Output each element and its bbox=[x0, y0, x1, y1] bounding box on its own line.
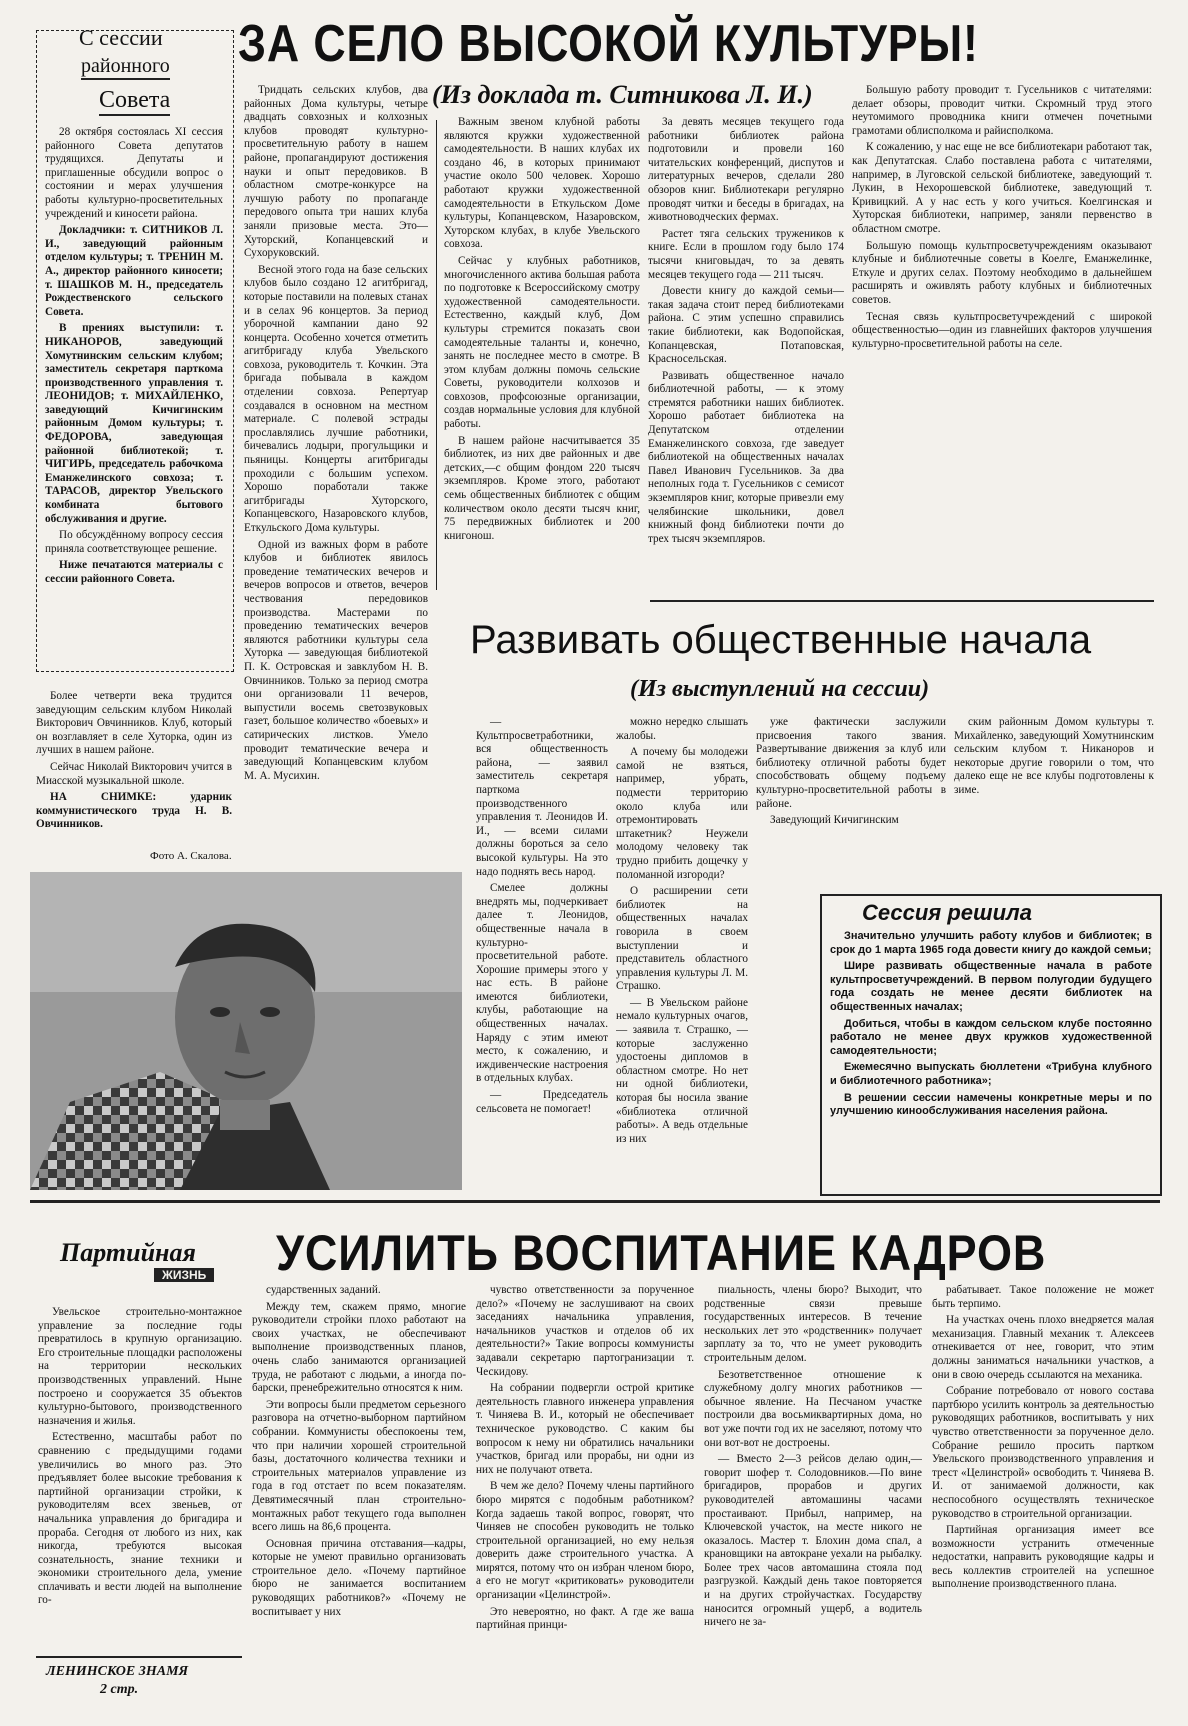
session-paragraph: Докладчики: т. СИТНИКОВ Л. И., заведующий районным отделом культуры; т. ТРЕНИН М. А., директор районного киносети; т. ШАШКОВ М. Н., председатель Рождественского сельского Совета. bbox=[45, 224, 223, 318]
newspaper-name: ЛЕНИНСКОЕ ЗНАМЯ bbox=[46, 1664, 189, 1679]
article-paragraph: Тридцать сельских клубов, два районных Дома культуры, четыре двадцать совхозных и колхозных клубов проводят культурно-просветительную работу в нашем районе, пропагандируют достижения науки и опыт передовиков. В областном смотре-конкурсе на лучшую работу по пропаганде передового опыта три наших клуба заняли призовые места. Это—Хуторский, Копанцевский и Сухоруковский. bbox=[244, 84, 428, 260]
article-paragraph: Эти вопросы были предметом серьезного разговора на отчетно-выборном партийном собрании. Коммунисты обеспокоены тем, что при наличии хорошей строительной базы, достаточного количества техники и строительных материалов управление из года в год отстает по всем показателям. Девятимесячный план строительно-монтажных работ текущего года выполнен всего лишь на 86,6 процента. bbox=[252, 1398, 466, 1534]
article3-col3 bbox=[476, 1284, 694, 1720]
article-paragraph: О расширении сети библиотек на общественных началах говорила в своем выступлении и представитель областного управления культуры Л. М. Страшко. bbox=[616, 885, 748, 993]
decision-item: Шире развивать общественные начала в работе культпросветучреждений. В первом полугодии будущего года создать не менее десяти библиотек на общественных началах; bbox=[830, 960, 1152, 1013]
article-paragraph: — Председатель сельсовета не помогает! bbox=[476, 1089, 608, 1115]
footer-rule bbox=[36, 1656, 242, 1658]
article-paragraph: Естественно, масштабы работ по сравнению с предыдущими годами увеличились во много раз. Это предъявляет более высокие требования к партийной организации стройки, к руководителям всех звеньев, от начальника управления до бригадира и прораба. Сегодня от любого из них, как никогда, требуются высокая сознательность, знание техники и экономики строительного дела, умение сплачивать и вести людей на выполнение го- bbox=[38, 1431, 242, 1607]
article-paragraph: — В Увельском районе немало культурных очагов, — заявила т. Страшко, — которые заслуженно удостоены дипломов в областном смотре. Но нет ни одной библиотеки, которая бы носила звание «библиотека отличной работы». А ведь отдельные из них bbox=[616, 996, 748, 1145]
decision-list bbox=[830, 930, 1152, 1188]
article-paragraph: На собрании подвергли острой критике деятельность главного инженера управления т. Чиняева В. И., который не обеспечивает техническое руководство. С каким бы вопросом к нему ни обратились начальники участков, бригад или прорабы, ни одни из них не получают ответа. bbox=[476, 1382, 694, 1476]
article-paragraph: Растет тяга сельских тружеников к книге. Если в прошлом году было 174 тысячи книговыдач, то за девять месяцев текущего года — 211 тысяч. bbox=[648, 227, 844, 281]
article-paragraph: — Вместо 2—3 рейсов делаю один,—говорит шофер т. Солодовников.—По вине бригадиров, прорабов и других руководителей автомашины часами простаивают. Прибыл, например, на Ключевской участок, на месте никого не оказалось. Мастер т. Блохин дома спал, а крановщики на автокране уехали на рыбалку. Более трех часов автомашина стояла под разгрузкой. Каждый день такое повторяется и на других стройучастках. Государству наносится огромный ущерб, а водитель ничего не за- bbox=[704, 1453, 922, 1629]
session-paragraph: 28 октября состоялась XI сессия районного Совета депутатов трудящихся. Депутаты и приглашенные обсудили вопрос о состоянии и мерах улучшения работы культурно-просветительных учреждений и киносети района. bbox=[45, 126, 223, 220]
article-paragraph: Сейчас у клубных работников, многочисленного актива большая работа по подготовке к Всероссийскому смотру художественной самодеятельности. Естественно, каждый клуб, Дом культуры стремится показать свои самодеятельные таланты и, конечно, занять не последнее место в смотре. В этом клубам должны помочь сельские Советы, руководители колхозов и совхозов, профсоюзные организации, создав нормальные условия для клубной работы. bbox=[444, 254, 640, 431]
session-info-box bbox=[36, 25, 234, 672]
article-paragraph: — Культпросветработники, вся общественность района, — заявил заместитель секретаря парткома производственного управления т. Леонидов И. И., — всеми силами должны бороться за село высокой культуры. На это надо поднять весь народ. bbox=[476, 716, 608, 878]
decision-item: В решении сессии намечены конкретные меры и по улучшению кинообслуживания населения района. bbox=[830, 1091, 1152, 1118]
session-paragraph: В прениях выступили: т. НИКАНОРОВ, заведующий Хомутнинским сельским клубом; заместитель секретаря парткома производственного управления т. ЛЕОНИДОВ; т. МИХАЙЛЕНКО, заведующий Кичигинским районным Домом культуры; т. ФЕДОРОВА, заведующая районной библиотекой; т. ЧИГИРЬ, председатель рабочкома Еманжелинского совхоза; т. ТАРАСОВ, директор Увельского комбината бытового обслуживания и другие. bbox=[45, 322, 223, 525]
article-paragraph: Собрание потребовало от нового состава партбюро усилить контроль за деятельностью руководящих работников, воспитывать у них чувство ответственности за порученное дело. Собрание решило просить партком Увельского производственного управления и трест «Целинстрой» освободить т. Чиняева В. И. от занимаемой должности, как неспособного осуществлять техническое руководство в строительной организации. bbox=[932, 1385, 1154, 1520]
article1-col2 bbox=[444, 116, 640, 592]
rubric-title: Партийная bbox=[60, 1238, 196, 1267]
article-paragraph: рабатывает. Такое положение не может быть терпимо. bbox=[932, 1284, 1154, 1310]
decision-item: Ежемесячно выпускать бюллетени «Трибуна клубного и библиотечного работника»; bbox=[830, 1061, 1152, 1087]
article3-col5 bbox=[932, 1284, 1154, 1720]
article-paragraph: Развивать общественное начало библиотечной работы, — к этому стремятся работники наших библиотек. Хорошо работает библиотека на Депутатском отделении Еманжелинского совхоза, где заведует библиотекой на общественных началах Павел Иванович Гусельников. За два неполных года т. Гусельников с семисот экземпляров книг, которые привезли ему челябинские школьники, довел книжный фонд библиотеки почти до трех тысяч экземпляров. bbox=[648, 369, 844, 545]
article1-headline: ЗА СЕЛО ВЫСОКОЙ КУЛЬТУРЫ! bbox=[238, 15, 979, 73]
rubric-subtitle: ЖИЗНЬ bbox=[154, 1268, 214, 1282]
article-paragraph: Смелее должны внедрять мы, подчеркивает далее т. Леонидов, общественные начала в культурно-просветительной работе. Хорошие примеры этого у нас есть. В районе имеются библиотеки, клубы, работающие на общественных началах. Наряду с этим имеют место, к сожалению, и иждивенческие настроения в отдельных клубах. bbox=[476, 882, 608, 1085]
article-paragraph: Тесная связь культпросветучреждений с широкой общественностью—один из главнейших факторов улучшения культурно-просветительной работы на селе. bbox=[852, 310, 1152, 350]
article2-col2 bbox=[616, 716, 748, 1186]
article-paragraph: Весной этого года на базе сельских клубов было создано 12 агитбригад, которые поставили на полевых станах и в селах 96 концертов. За период уборочной кампании дано 92 концерта. Особенно хочется отметить агитбригаду клуба Увельского совхоза, руководитель т. Кочкин. Эта бригада побывала в каждом отделении совхоза. Репертуар создавался в основном на местном материале. С полевой эстрады прославлялись лучшие работники, бичевались лодыри, прогульщики и пьяницы. Концерты агитбригады проходили с большим успехом. Хорошо поработали также агитбригады Хуторского, Копанцевского, Назаровского клубов, Еткульского Дома культуры. bbox=[244, 263, 428, 534]
article-paragraph: А почему бы молодежи самой не взяться, например, убрать, подмести территорию около клуба или отремонтировать штакетник? Неужели молодому человеку так трудно прибить дощечку у поломанной изгороди? bbox=[616, 746, 748, 881]
article3-col4 bbox=[704, 1284, 922, 1720]
page-number: 2 стр. bbox=[100, 1682, 139, 1697]
article-paragraph: сударственных заданий. bbox=[266, 1284, 381, 1296]
session-text bbox=[45, 126, 223, 666]
article-paragraph: Большую работу проводит т. Гусельников с читателями: делает обзоры, проводит читки. Скромный труд этого неутомимого проводника книги отмечен почетными грамотами облисполкома и райисполкома. bbox=[852, 84, 1152, 137]
article-paragraph: Основная причина отставания—кадры, которые не умеют правильно организовать строительное дело. «Почему партийное бюро не занимается воспитанием руководящих работников?» «Почему не воспитывает у них bbox=[252, 1537, 466, 1618]
session-heading-3: Совета bbox=[99, 87, 170, 116]
photo-caption bbox=[36, 690, 232, 840]
article2-headline: Развивать общественные начала bbox=[470, 618, 1092, 662]
article-paragraph: можно нередко слышать жалобы. bbox=[616, 716, 748, 742]
decision-box bbox=[820, 894, 1162, 1196]
article-paragraph: Безответственное отношение к служебному долгу многих работников — обычное явление. На Песчаном участке построили два восьмиквартирных дома, но вот уже почти год их не заселяют, потому что они вот-вот не достроены. bbox=[704, 1368, 922, 1449]
article-paragraph: уже фактически заслужили присвоения такого звания. Развертывание движения за клуб или библиотеку отличной работы будет способствовать общему подъему культурно-просветительной работы в районе. bbox=[756, 716, 946, 810]
article-paragraph: На участках очень плохо внедряется малая механизация. Главный механик т. Алексеев отнекивается от нее, говорит, что этим должны заниматься начальники участков, а они в свою очередь ссылаются на механика. bbox=[932, 1314, 1154, 1381]
session-paragraph: Ниже печатаются материалы с сессии районного Совета. bbox=[45, 559, 223, 585]
article-paragraph: Увельское строительно-монтажное управление за последние годы превратилось в крупную организацию. Его строительные площадки расположены на территории нескольких производственных управлений. Ныне построено и сооружается 35 объектов культурно-бытового, производственного назначения и жилья. bbox=[38, 1306, 242, 1427]
article-paragraph: За девять месяцев текущего года работники библиотек района подготовили и провели 160 читательских конференций, диспутов и литературных вечеров, сделали 280 обзоров книг. Библиотекари регулярно проводят читки и беседы в бригадах, на животноводческих фермах. bbox=[648, 116, 844, 224]
article-paragraph: Это невероятно, но факт. А где же ваша партийная принци- bbox=[476, 1605, 694, 1632]
session-heading-2: районного bbox=[81, 55, 170, 80]
decision-item: Значительно улучшить работу клубов и библиотек; в срок до 1 марта 1965 года довести книгу до каждой семьи; bbox=[830, 930, 1152, 956]
article-paragraph: К сожалению, у нас еще не все библиотекари работают так, как Депутатская. Слабо поставлена работа с читателями, например, в Луговской сельской библиотеке, заведующий т. Лукин, в Нехорошевской библиотеке, заведующий т. Кривицкий. А у нас есть у кого учиться. Коелгинская и Хуторская библиотеки, например, заняли первенство в областном смотре. bbox=[852, 141, 1152, 235]
article2-subtitle: (Из выступлений на сессии) bbox=[630, 676, 930, 702]
article3-headline: УСИЛИТЬ ВОСПИТАНИЕ КАДРОВ bbox=[276, 1225, 1047, 1281]
article-paragraph: Важным звеном клубной работы являются кружки художественной самодеятельности. В наших клубах их создано 46, в которых принимают участие около 500 человек. Хорошо работают кружки художественной самодеятельности в Еткульском Доме культуры, Копанцевском, Назаровском, Хуторском клубах, в клубе Увельского совхоза. bbox=[444, 116, 640, 251]
caption-paragraph: НА СНИМКЕ: ударник коммунистического труда Н. В. Овчинников. bbox=[36, 791, 232, 831]
article1-col4 bbox=[852, 84, 1152, 592]
article-paragraph: В чем же дело? Почему члены партийного бюро мирятся с подобным работником? Когда задаешь такой вопрос, говорят, что Чиняев не способен руководить не только строительной организацией, но ему нельзя доверить даже строительного участка. А мирятся, потому что он избран членом бюро, а его не могут «критиковать» руководители организации «Целинстрой». bbox=[476, 1480, 694, 1602]
article2-col4 bbox=[954, 716, 1154, 882]
article-paragraph: Большую помощь культпросветучреждениям оказывают клубные и библиотечные советы в Коелге, Еманжелинке, Еткуле и других селах. Поэтому необходимо в дальнейшем расширять и оживлять работу клубных и библиотечных советов. bbox=[852, 239, 1152, 306]
article-paragraph: Одной из важных форм в работе клубов и библиотек явилось проведение тематических вечеров и вечеров вопросов и ответов, вечеров чествования передовиков производства. Мастерами по проведению тематических вечеров являются работники культуры села Хуторка — заведующая библиотекой П. К. Островская и завклубом Н. В. Овчинников. Только за период смотра они организовали 11 вечеров, выпустили восемь светозвуковых газет, большое количество «боевых» и сатирических листков. Умело проводит тематические вечера и заведующий Копанцевским клубом М. А. Мусихин. bbox=[244, 538, 428, 782]
article-paragraph: Между тем, скажем прямо, многие руководители стройки плохо работают на своих участках, не обеспечивают выполнение производственных планов, очень слабо занимаются организацией труда, не работают с людьми, а иногда по-барски, пренебрежительно относятся к ним. bbox=[252, 1300, 466, 1395]
article3-col2 bbox=[252, 1284, 466, 1720]
session-heading-1: С сессии bbox=[79, 25, 163, 50]
article1-subtitle: (Из доклада т. Ситникова Л. И.) bbox=[432, 80, 813, 109]
portrait-photo-image bbox=[30, 872, 462, 1190]
session-paragraph: По обсуждённому вопросу сессия приняла соответствующее решение. bbox=[45, 529, 223, 555]
article-paragraph: В нашем районе насчитывается 35 библиотек, из них две районных и две детских,—с общим фондом 220 тысяч экземпляров. Кроме этого, работают семь общественных библиотек с общим количеством около десяти тысяч книг, 75 передвижных библиотек и 200 книгонош. bbox=[444, 434, 640, 542]
article-paragraph: Партийная организация имеет все возможности устранить отмеченные недостатки, направить руководящие кадры и весь коллектив строителей на успешное выполнение производственного плана. bbox=[932, 1524, 1154, 1591]
rubric-badge bbox=[50, 1238, 226, 1286]
decision-title: Сессия решила bbox=[862, 900, 1032, 925]
portrait-photo bbox=[30, 872, 462, 1190]
section-divider bbox=[30, 1200, 1160, 1203]
section-divider bbox=[650, 600, 1154, 602]
caption-paragraph: Более четверти века трудится заведующим сельским клубом Николай Викторович Овчинников. Клуб, который он возглавляет в селе Хуторка, один из лучших в нашем районе. bbox=[36, 690, 232, 757]
article-paragraph: ским районным Домом культуры т. Михайленко, заведующий Хомутнинским сельским клубом т. Никаноров и некоторые другие говорили о том, что далеко еще не все клубы подготовлены к зиме. bbox=[954, 716, 1154, 796]
column-divider bbox=[436, 120, 437, 590]
article-paragraph: чувство ответственности за порученное дело?» «Почему не заслушивают на своих заседаниях начальника управления, начальников участков и отделов об их деятельности?» Такие вопросы коммунисты задавали секретарю партогранизации т. Ческидову. bbox=[476, 1284, 694, 1378]
photo-credit: Фото А. Скалова. bbox=[150, 850, 232, 862]
article2-col3 bbox=[756, 716, 946, 882]
article-paragraph: Заведующий Кичигинским bbox=[770, 814, 899, 827]
decision-item: Добиться, чтобы в каждом сельском клубе постоянно работало не менее двух кружков художественной самодеятельности; bbox=[830, 1017, 1152, 1057]
article-paragraph: Довести книгу до каждой семьи—такая задача стоит перед библиотеками района. С этим успешно справились такие библиотеки, как Водопойская, Копанцевская, Потаповская, Красносельская. bbox=[648, 285, 844, 366]
article3-col1 bbox=[38, 1306, 242, 1646]
article1-col3 bbox=[648, 116, 844, 592]
article1-col1 bbox=[244, 84, 428, 854]
article-paragraph: пиальность, члены бюро? Выходит, что родственные связи превыше государственных интересов. В течение нескольких лет это «родственник» получает зарплату за то, что не умеет руководить строительным делом. bbox=[704, 1284, 922, 1364]
article2-col1 bbox=[476, 716, 608, 1186]
caption-paragraph: Сейчас Николай Викторович учится в Миасской музыкальной школе. bbox=[36, 760, 232, 787]
